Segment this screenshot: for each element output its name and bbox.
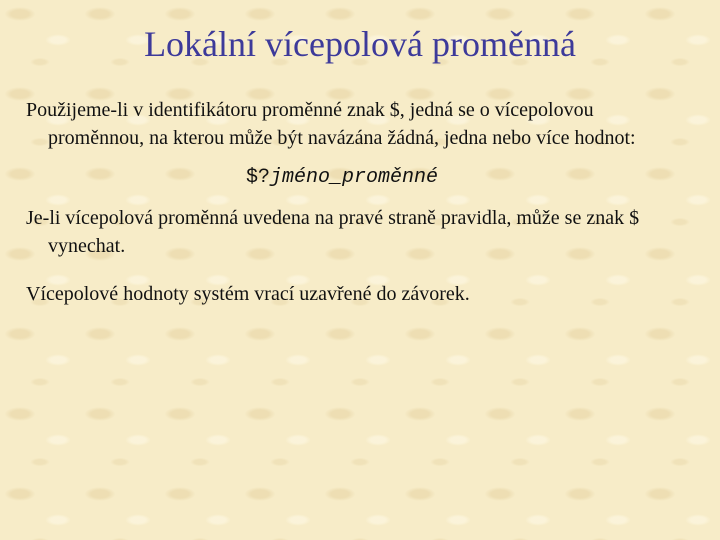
code-prefix: $? (246, 166, 271, 189)
paragraph-return-values: Vícepolové hodnoty systém vrací uzavřené do závorek. (26, 283, 470, 305)
slide-body (26, 96, 694, 308)
paragraph-right-side-rule: Je-li vícepolová proměnná uvedena na pravé straně pravidla, může se znak $ vynechat. (26, 207, 640, 257)
code-example (246, 164, 694, 192)
code-variable-name: jméno_proměnné (270, 166, 439, 189)
slide-title: Lokální vícepolová proměnná (144, 24, 576, 64)
paragraph-multifield-definition: Použijeme-li v identifikátoru proměnné znak $, jedná se o vícepolovou proměnnou, na kterou může být navázána žádná, jedna nebo více hodnot: (26, 99, 636, 149)
